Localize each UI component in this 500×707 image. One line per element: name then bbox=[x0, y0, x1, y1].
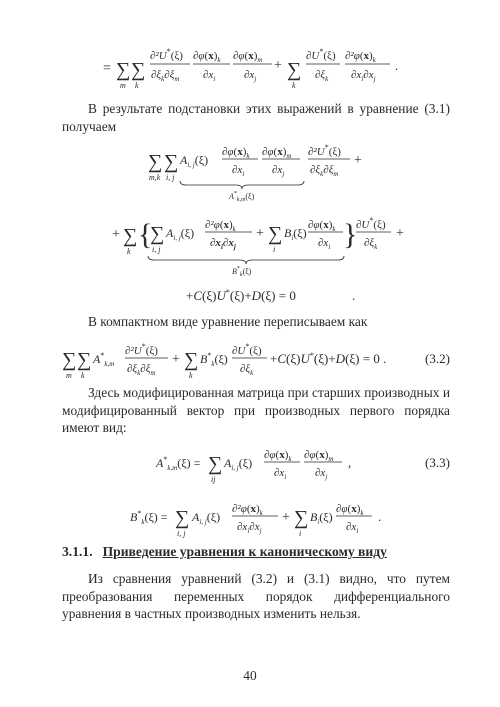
svg-text:+: + bbox=[274, 58, 282, 73]
svg-text:ij: ij bbox=[211, 475, 216, 484]
equation-expanded-line-2 bbox=[0, 210, 500, 278]
paragraph-compact-form: В компактном виде уравнение переписываем как bbox=[88, 314, 368, 329]
svg-text:∂²U*(ξ): ∂²U*(ξ) bbox=[308, 143, 341, 158]
svg-text:i, j: i, j bbox=[166, 173, 175, 182]
svg-text:A*k,m(ξ) =: $A^*_{k,m}(\xi)$ = bbox=[156, 455, 201, 472]
svg-text:A*k,m(ξ): $A^*_{k,m}(\xi)$ bbox=[229, 191, 255, 203]
svg-text:m: m bbox=[120, 81, 126, 90]
svg-text:∂²φ(x)k: $\partial^2\varphi(x)_k$ bbox=[205, 219, 236, 233]
svg-text:∑: ∑ bbox=[175, 507, 190, 529]
svg-text:,: , bbox=[348, 455, 352, 470]
svg-text:∑: ∑ bbox=[131, 59, 146, 81]
svg-text:∑: ∑ bbox=[116, 59, 131, 81]
svg-text:k: k bbox=[127, 247, 131, 256]
svg-text:k: k bbox=[135, 81, 139, 90]
svg-text:∂φ(x)m: $\partial\varphi(x)_m$ bbox=[233, 50, 263, 64]
paragraph-conclusion: Из сравнения уравнений (3.2) и (3.1) видно, что путем преобразования переменных порядок дифференциального уравнения в частных производных изменить нельзя. bbox=[62, 571, 450, 621]
paragraph-modified-matrix: Здесь модифицированная матрица при старших производных и модифицированный вектор при производных первого порядка имеют вид: bbox=[62, 385, 450, 435]
svg-text:+: + bbox=[396, 226, 404, 241]
svg-text:Ai, j(ξ): $A_{i, j}(\xi)$ bbox=[180, 153, 209, 169]
svg-text:∂xi∂xj: $\partial x_i\partial x_j$ bbox=[237, 521, 262, 535]
svg-text:∂ξk∂ξm: $\partial\xi_k\partial\xi_m$ bbox=[127, 363, 156, 377]
svg-text:∂ξk∂ξm: $\partial\xi_k\partial\xi_m$ bbox=[151, 69, 180, 83]
svg-text:Bi(ξ): $B_i(\xi)$ bbox=[310, 510, 333, 526]
svg-text:∂²φ(x)k: $\partial^2\varphi(x)_k$ bbox=[232, 503, 263, 517]
svg-text:∂²φ(x)k: $\partial^2\varphi(x)_k$ bbox=[345, 50, 376, 64]
svg-text:+C(ξ)U*(ξ)+D(ξ) = 0: +C(ξ)U*(ξ)+D(ξ) = 0 bbox=[186, 288, 296, 303]
svg-text:∂φ(x)k: $\partial\varphi(x)_k$ bbox=[308, 219, 336, 233]
svg-text:+: + bbox=[256, 226, 264, 241]
svg-text:∂²U*(ξ): ∂²U*(ξ) bbox=[125, 342, 158, 357]
svg-text:k: k bbox=[189, 371, 193, 380]
svg-text:i: i bbox=[273, 245, 276, 254]
svg-text:B*k(ξ): $B^*_k(\xi)$ bbox=[232, 266, 252, 278]
svg-text:m,k: m,k bbox=[149, 173, 161, 182]
svg-text:∑: ∑ bbox=[287, 59, 302, 81]
svg-text:{: { bbox=[138, 218, 153, 251]
svg-text:∂U*(ξ): ∂U*(ξ) bbox=[232, 342, 262, 357]
svg-text:+: + bbox=[172, 352, 180, 367]
svg-text:=: = bbox=[103, 61, 111, 76]
svg-text:.: . bbox=[352, 288, 356, 303]
svg-text:Ai, j(ξ): $A_{i, j}(\xi)$ bbox=[166, 226, 195, 242]
page-number: 40 bbox=[243, 668, 257, 683]
svg-text:∂φ(x)k: $\partial\varphi(x)_k$ bbox=[222, 146, 250, 160]
svg-text:}: } bbox=[343, 218, 358, 251]
svg-text:∂φ(x)k: $\partial\varphi(x)_k$ bbox=[336, 503, 364, 517]
section-title: Приведение уравнения к каноническому виду bbox=[102, 544, 387, 559]
svg-text:B*k(ξ): $B^*_k(\xi)$ bbox=[200, 351, 228, 368]
svg-text:∑: ∑ bbox=[148, 151, 163, 173]
svg-text:∂xj: $\partial x_j$ bbox=[315, 467, 328, 481]
svg-text:Bi(ξ): $B_i(\xi)$ bbox=[284, 226, 307, 242]
svg-text:∑: ∑ bbox=[184, 349, 199, 371]
svg-text:∑: ∑ bbox=[150, 223, 165, 245]
equation-continuation bbox=[0, 36, 500, 98]
svg-text:Ai, j(ξ): $A_{i, j}(\xi)$ bbox=[192, 510, 221, 526]
svg-text:∂xi: $\partial x_i$ bbox=[232, 164, 245, 178]
svg-text:∂xj: $\partial x_j$ bbox=[272, 164, 285, 178]
svg-text:∂xi: $\partial x_i$ bbox=[274, 467, 287, 481]
svg-text:∂φ(x)m: $\partial\varphi(x)_m$ bbox=[262, 146, 292, 160]
svg-text:+: + bbox=[282, 510, 290, 525]
equation-expanded-line-1 bbox=[0, 138, 500, 204]
svg-text:∂²U*(ξ): ∂²U*(ξ) bbox=[150, 47, 183, 62]
svg-text:∑: ∑ bbox=[77, 349, 92, 371]
svg-text:k: k bbox=[292, 81, 296, 90]
svg-text:m: m bbox=[66, 371, 72, 380]
svg-text:.: . bbox=[378, 509, 382, 524]
equation-label-3-2: (3.2) bbox=[425, 351, 450, 366]
svg-text:k: k bbox=[81, 371, 85, 380]
svg-text:i, j: i, j bbox=[177, 529, 186, 538]
svg-text:∑: ∑ bbox=[294, 507, 309, 529]
equation-expanded-line-3 bbox=[0, 284, 500, 308]
equation-3-2 bbox=[0, 336, 500, 386]
equation-b-star bbox=[0, 494, 500, 544]
svg-text:∑: ∑ bbox=[268, 223, 283, 245]
svg-text:∂xj: $\partial x_j$ bbox=[244, 69, 257, 83]
svg-text:∂ξk: $\partial\xi_k$ bbox=[240, 363, 254, 377]
svg-text:∂ξk: $\partial\xi_k$ bbox=[364, 237, 378, 251]
section-heading bbox=[62, 544, 387, 560]
svg-text:+C(ξ)U*(ξ)+D(ξ) = 0 .: +C(ξ)U*(ξ)+D(ξ) = 0 . bbox=[270, 351, 387, 366]
svg-text:∑: ∑ bbox=[123, 225, 138, 247]
svg-text:∂U*(ξ): ∂U*(ξ) bbox=[356, 216, 386, 231]
svg-text:∂U*(ξ): ∂U*(ξ) bbox=[306, 47, 336, 62]
paragraph-substitution: В результате подстановки этих выражений в уравнение (3.1) получаем bbox=[62, 101, 450, 134]
svg-text:B*k(ξ) =: $B^*_k(\xi)$ = bbox=[130, 509, 168, 526]
svg-text:∂ξk: $\partial\xi_k$ bbox=[315, 69, 329, 83]
svg-text:+: + bbox=[112, 227, 120, 242]
svg-text:∑: ∑ bbox=[164, 151, 179, 173]
svg-text:∂ξk∂ξm: $\partial\xi_k\partial\xi_m$ bbox=[310, 164, 339, 178]
section-number: 3.1.1. bbox=[62, 544, 93, 559]
svg-text:i: i bbox=[299, 529, 302, 538]
svg-text:∑: ∑ bbox=[62, 349, 77, 371]
svg-text:A*k,m: $A^*_{k,m}$ bbox=[93, 351, 115, 368]
svg-text:.: . bbox=[395, 58, 399, 73]
svg-text:∂xi: $\partial x_i$ bbox=[318, 237, 331, 251]
svg-text:i, j: i, j bbox=[152, 245, 161, 254]
svg-text:∂xi∂xj: $\partial x_i\partial x_j$ bbox=[351, 69, 376, 83]
equation-label-3-3: (3.3) bbox=[425, 455, 450, 470]
equation-3-3 bbox=[0, 440, 500, 490]
svg-text:∂xi: $\partial x_i$ bbox=[203, 69, 216, 83]
svg-text:∂xi: $\partial x_i$ bbox=[346, 521, 359, 535]
svg-text:∑: ∑ bbox=[208, 453, 223, 475]
svg-text:∂xi∂xj: $\partial x_i\partial x_j$ bbox=[210, 237, 236, 251]
svg-text:∂φ(x)k: $\partial\varphi(x)_k$ bbox=[264, 449, 292, 463]
svg-text:+: + bbox=[354, 153, 362, 168]
svg-text:Ai, j(ξ): $A_{i, j}(\xi)$ bbox=[224, 456, 253, 472]
svg-text:∂φ(x)k: $\partial\varphi(x)_k$ bbox=[193, 50, 221, 64]
svg-text:∂φ(x)m: $\partial\varphi(x)_m$ bbox=[304, 449, 334, 463]
